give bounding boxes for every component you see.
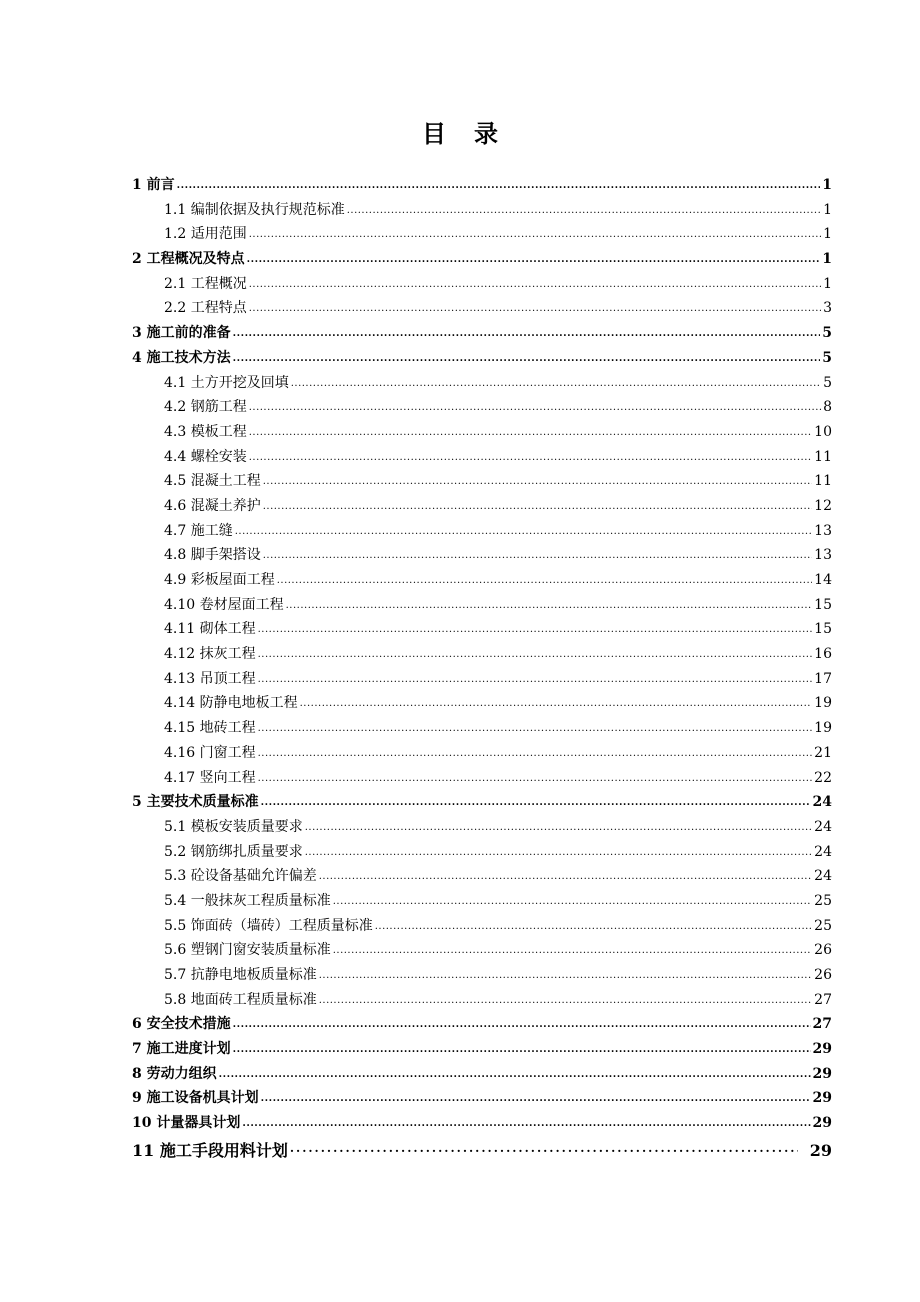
dot-leader (242, 1112, 810, 1137)
toc-page-number: 19 (814, 720, 832, 737)
toc-chapter-entry[interactable] (132, 321, 832, 346)
page-title (0, 114, 920, 149)
toc-page-number: 21 (814, 744, 832, 761)
toc-section-entry[interactable] (132, 840, 832, 865)
dot-leader (305, 816, 812, 841)
toc-entry-label: 4.5 混凝土工程 (164, 473, 261, 490)
dot-leader (233, 1038, 811, 1063)
toc-entry-label: 4.7 施工缝 (164, 522, 233, 539)
toc-entry-label: 4.14 防静电地板工程 (164, 695, 298, 712)
toc-page-number: 26 (814, 967, 832, 983)
toc-section-entry[interactable] (132, 568, 832, 593)
toc-entry-label: 5.5 饰面砖（墙砖）工程质量标准 (164, 917, 373, 934)
toc-entry-label: 6 安全技术措施 (132, 1016, 231, 1033)
toc-entry-label: 5.7 抗静电地板质量标准 (164, 967, 317, 983)
toc-page-number: 29 (809, 1140, 832, 1160)
toc-section-entry[interactable] (132, 494, 832, 519)
toc-section-entry[interactable] (132, 766, 832, 791)
toc-page-number: 24 (814, 843, 832, 860)
toc-page-number: 3 (823, 300, 832, 317)
toc-page-number: 11 (814, 473, 832, 490)
toc-section-entry[interactable] (132, 988, 832, 1013)
dot-leader (249, 421, 812, 446)
toc-entry-label: 5.8 地面砖工程质量标准 (164, 991, 317, 1008)
dot-leader (319, 964, 812, 989)
toc-page-number: 25 (814, 892, 832, 909)
toc-section-entry[interactable] (132, 889, 832, 914)
dot-leader (261, 791, 811, 816)
toc-section-entry[interactable] (132, 519, 832, 544)
toc-section-entry[interactable] (132, 420, 832, 445)
toc-page-number: 29 (812, 1115, 832, 1132)
dot-leader (319, 989, 812, 1014)
dot-leader (333, 890, 812, 915)
dot-leader (263, 544, 812, 569)
toc-chapter-entry[interactable] (132, 1037, 832, 1062)
toc-page-number: 1 (823, 201, 832, 218)
toc-entry-label: 2.2 工程特点 (164, 300, 247, 317)
toc-entry-label: 5.6 塑钢门窗安装质量标准 (164, 942, 331, 959)
toc-entry-label: 4.13 吊顶工程 (164, 670, 256, 687)
dot-leader (258, 618, 813, 643)
dot-leader (261, 1087, 811, 1112)
toc-section-entry[interactable] (132, 543, 832, 568)
dot-leader (300, 692, 813, 717)
title-char-2: 录 (474, 119, 498, 148)
dot-leader (177, 174, 821, 199)
dot-leader (347, 199, 821, 224)
toc-page-number: 1 (823, 226, 832, 243)
toc-entry-label: 4.9 彩板屋面工程 (164, 572, 275, 588)
dot-leader (249, 223, 821, 248)
toc-section-entry[interactable] (132, 617, 832, 642)
toc-entry-label: 5 主要技术质量标准 (132, 794, 259, 811)
toc-page-number: 13 (814, 547, 832, 564)
dot-leader (233, 322, 821, 347)
toc-page-number: 17 (814, 670, 832, 687)
toc-section-entry[interactable] (132, 815, 832, 840)
toc-entry-label: 2.1 工程概况 (164, 275, 247, 292)
toc-page-number: 25 (814, 917, 832, 934)
toc-page-number: 29 (812, 1041, 832, 1058)
dot-leader (258, 742, 813, 767)
toc-entry-label: 5.2 钢筋绑扎质量要求 (164, 843, 303, 860)
toc-entry-label: 5.3 砼设备基础允许偏差 (164, 868, 317, 885)
dot-leader (290, 1138, 798, 1164)
toc-section-entry[interactable] (132, 938, 832, 963)
dot-leader (258, 767, 813, 792)
toc-entry-label: 10 计量器具计划 (132, 1115, 241, 1132)
table-of-contents (132, 173, 832, 1164)
toc-section-entry[interactable] (132, 445, 832, 470)
dot-leader (305, 841, 812, 866)
dot-leader (235, 520, 812, 545)
toc-page-number: 24 (814, 818, 832, 835)
toc-page-number: 1 (822, 177, 832, 193)
toc-entry-label: 4.1 土方开挖及回填 (164, 374, 289, 391)
toc-chapter-entry[interactable] (132, 1086, 832, 1111)
toc-entry-label: 4.17 竖向工程 (164, 769, 256, 786)
toc-entry-label: 4.12 抹灰工程 (164, 646, 256, 663)
toc-entry-label: 7 施工进度计划 (132, 1041, 231, 1058)
toc-chapter-entry[interactable] (132, 247, 832, 272)
toc-entry-label: 4.3 模板工程 (164, 423, 247, 440)
toc-page-number: 27 (812, 1016, 832, 1033)
toc-section-entry[interactable] (132, 667, 832, 692)
toc-chapter-entry[interactable] (132, 1012, 832, 1037)
dot-leader (247, 248, 821, 273)
toc-section-entry[interactable] (132, 691, 832, 716)
title-char-1: 目 (422, 119, 446, 148)
toc-page-number: 1 (823, 275, 832, 292)
dot-leader (219, 1063, 811, 1088)
dot-leader (375, 915, 812, 940)
toc-page-number: 11 (814, 448, 832, 465)
toc-page-number: 15 (814, 621, 832, 638)
toc-entry-label: 1.1 编制依据及执行规范标准 (164, 201, 345, 218)
dot-leader (277, 569, 812, 594)
toc-section-entry[interactable] (132, 741, 832, 766)
toc-chapter-entry[interactable] (132, 173, 832, 198)
toc-entry-label: 4 施工技术方法 (132, 349, 231, 366)
toc-entry-label: 4.15 地砖工程 (164, 720, 256, 737)
toc-entry-label: 4.10 卷材屋面工程 (164, 596, 284, 613)
toc-chapter-entry[interactable] (132, 790, 832, 815)
toc-section-entry[interactable] (132, 914, 832, 939)
toc-page-number: 5 (823, 374, 832, 391)
toc-entry-label: 9 施工设备机具计划 (132, 1090, 259, 1107)
toc-section-entry[interactable] (132, 963, 832, 988)
toc-section-entry[interactable] (132, 864, 832, 889)
toc-page-number: 27 (814, 991, 832, 1008)
toc-entry-label: 8 劳动力组织 (132, 1065, 217, 1082)
dot-leader (319, 865, 812, 890)
dot-leader (258, 643, 813, 668)
toc-section-entry[interactable] (132, 371, 832, 396)
toc-section-entry[interactable] (132, 296, 832, 321)
toc-page-number: 13 (814, 522, 832, 539)
toc-section-entry[interactable] (132, 716, 832, 741)
toc-section-entry[interactable] (132, 469, 832, 494)
toc-entry-label: 5.4 一般抹灰工程质量标准 (164, 892, 331, 909)
toc-page-number: 14 (814, 572, 832, 588)
dot-leader (233, 1013, 811, 1038)
dot-leader (263, 495, 812, 520)
toc-section-entry[interactable] (132, 198, 832, 223)
dot-leader (333, 939, 812, 964)
toc-chapter-entry[interactable] (132, 346, 832, 371)
toc-chapter-entry[interactable] (132, 1062, 832, 1087)
toc-page-number: 22 (814, 769, 832, 786)
toc-page-number: 26 (814, 942, 832, 959)
toc-entry-label: 4.8 脚手架搭设 (164, 547, 261, 564)
dot-leader (249, 297, 821, 322)
toc-entry-label: 1.2 适用范围 (164, 226, 247, 243)
toc-page-number: 24 (812, 794, 832, 811)
dot-leader (258, 717, 813, 742)
toc-section-entry[interactable] (132, 222, 832, 247)
toc-page-number: 16 (814, 646, 832, 663)
dot-leader (249, 396, 821, 421)
toc-entry-label: 4.11 砌体工程 (164, 621, 256, 638)
toc-page-number: 12 (814, 497, 832, 514)
toc-entry-label: 1 前言 (132, 177, 175, 193)
toc-page-number: 29 (812, 1065, 832, 1082)
dot-leader (233, 347, 821, 372)
toc-chapter-entry[interactable] (132, 1138, 832, 1164)
toc-page-number: 10 (814, 423, 832, 440)
toc-page-number: 19 (814, 695, 832, 712)
toc-section-entry[interactable] (132, 642, 832, 667)
toc-section-entry[interactable] (132, 395, 832, 420)
toc-page-number: 5 (822, 325, 832, 342)
toc-section-entry[interactable] (132, 272, 832, 297)
toc-entry-label: 4.16 门窗工程 (164, 744, 256, 761)
dot-leader (286, 594, 813, 619)
toc-entry-label: 11 施工手段用料计划 (132, 1140, 288, 1160)
toc-page-number: 29 (812, 1090, 832, 1107)
toc-page-number: 15 (814, 596, 832, 613)
toc-page-number: 1 (822, 251, 832, 268)
toc-chapter-entry[interactable] (132, 1111, 832, 1136)
toc-entry-label: 4.2 钢筋工程 (164, 399, 247, 416)
dot-leader (291, 372, 821, 397)
toc-entry-label: 4.6 混凝土养护 (164, 497, 261, 514)
toc-entry-label: 3 施工前的准备 (132, 325, 231, 342)
toc-entry-label: 4.4 螺栓安装 (164, 448, 247, 465)
dot-leader (263, 470, 812, 495)
toc-page-number: 5 (822, 349, 832, 366)
toc-entry-label: 2 工程概况及特点 (132, 251, 245, 268)
toc-page-number: 8 (823, 399, 832, 416)
dot-leader (249, 273, 821, 298)
dot-leader (258, 668, 813, 693)
toc-entry-label: 5.1 模板安装质量要求 (164, 818, 303, 835)
dot-leader (249, 446, 812, 471)
toc-page-number: 24 (814, 868, 832, 885)
toc-section-entry[interactable] (132, 593, 832, 618)
